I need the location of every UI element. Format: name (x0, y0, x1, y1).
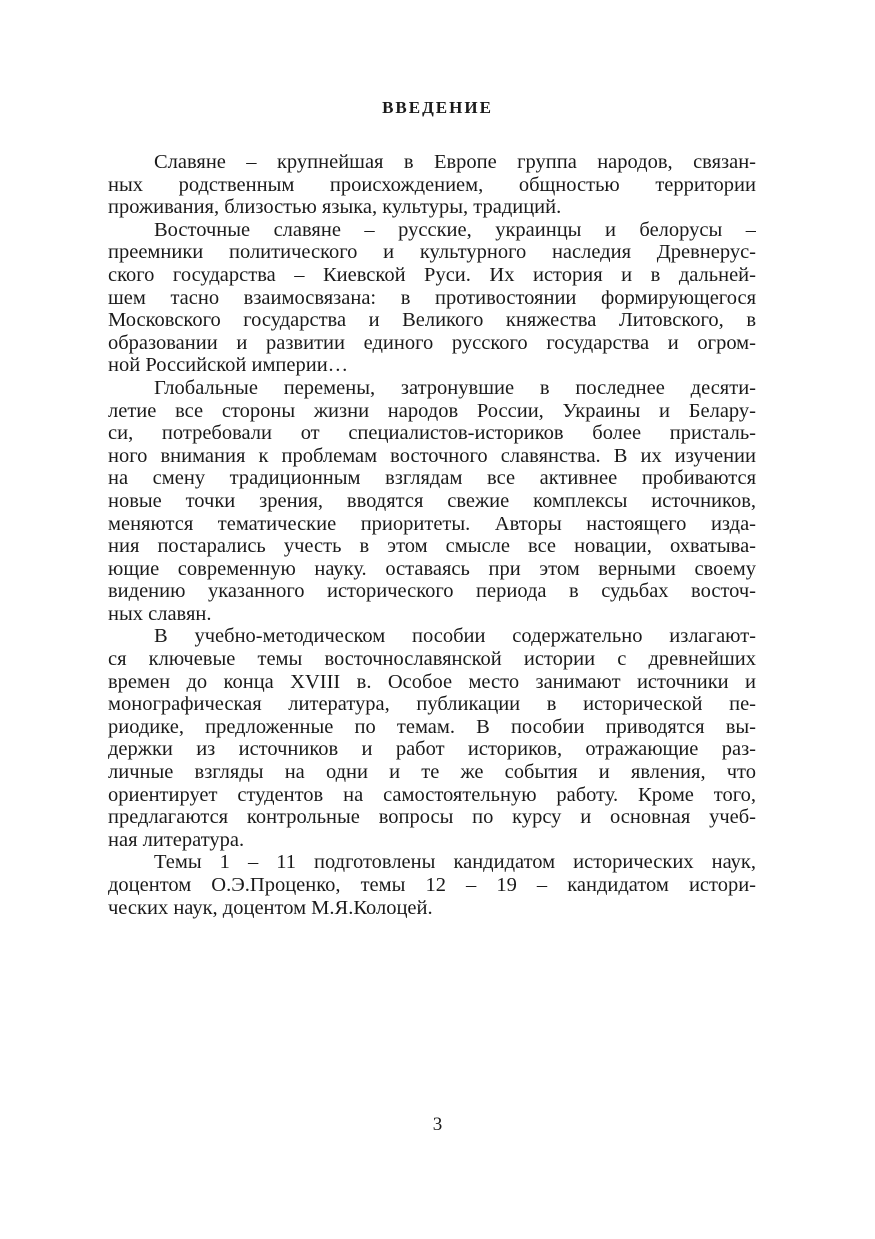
text-line: Славяне – крупнейшая в Европе группа народов, связан- (154, 151, 756, 173)
text-line: ная литература. (108, 828, 245, 851)
text-line: времен до конца XVIII в. Особое место занимают источники и (108, 670, 756, 693)
text-line: ся ключевые темы восточнославянской истории с древнейших (108, 648, 756, 671)
text-line: Московского государства и Великого княжества Литовского, в (108, 309, 756, 332)
text-line: Темы 1 – 11 подготовлены кандидатом исторических наук, (154, 851, 756, 874)
text-line: доцентом О.Э.Проценко, темы 12 – 19 – кандидатом истори- (108, 874, 756, 896)
text-line: держки из источников и работ историков, отражающие раз- (108, 738, 756, 761)
text-line: предлагаются контрольные вопросы по курсу и основная учеб- (108, 806, 756, 829)
text-line: си, потребовали от специалистов-историков более присталь- (108, 422, 756, 445)
text-line: ского государства – Киевской Руси. Их история и в дальней- (108, 263, 756, 286)
introduction-text (108, 151, 756, 919)
text-line: ной Российской империи… (108, 354, 349, 377)
text-line: личные взгляды на одни и те же события и явления, что (108, 761, 756, 784)
text-line: Восточные славяне – русские, украинцы и белорусы – (154, 218, 756, 241)
text-line: ного внимания к проблемам восточного славянства. В их изучении (108, 444, 756, 467)
text-line: меняются тематические приоритеты. Авторы настоящего изда- (108, 512, 756, 535)
text-line: новые точки зрения, вводятся свежие комплексы источников, (108, 489, 756, 512)
text-line: проживания, близостью языка, культуры, традиций. (108, 196, 562, 219)
text-line: летие все стороны жизни народов России, Украины и Белару- (108, 399, 756, 422)
text-line: шем тасно взаимосвязана: в противостоянии формирующегося (108, 286, 756, 309)
text-line: ных родственным происхождением, общностью территории (108, 173, 756, 196)
text-line: Глобальные перемены, затронувшие в последнее десяти- (154, 376, 756, 399)
text-line: ных славян. (108, 602, 212, 625)
text-line: В учебно-методическом пособии содержательно излагают- (154, 625, 756, 648)
text-line: ния постарались учесть в этом смысле все новации, охватыва- (108, 535, 756, 558)
text-line: ческих наук, доцентом М.Я.Колоцей. (108, 896, 433, 919)
text-line: видению указанного исторического периода в судьбах восточ- (108, 580, 756, 603)
text-line: образовании и развитии единого русского государства и огром- (108, 331, 756, 354)
text-line: преемники политического и культурного наследия Древнерус- (108, 241, 756, 264)
text-line: риодике, предложенные по темам. В пособии приводятся вы- (108, 715, 756, 738)
page-number: 3 (432, 1114, 443, 1135)
text-line: ющие современную науку. оставаясь при этом верными своему (108, 557, 756, 580)
text-line: ориентирует студентов на самостоятельную работу. Кроме того, (108, 783, 756, 806)
text-line: на смену традиционным взглядам все активнее пробиваются (108, 467, 756, 490)
page-title: ВВЕДЕНИЕ (382, 98, 493, 117)
text-line: монографическая литература, публикации в исторической пе- (108, 693, 756, 716)
